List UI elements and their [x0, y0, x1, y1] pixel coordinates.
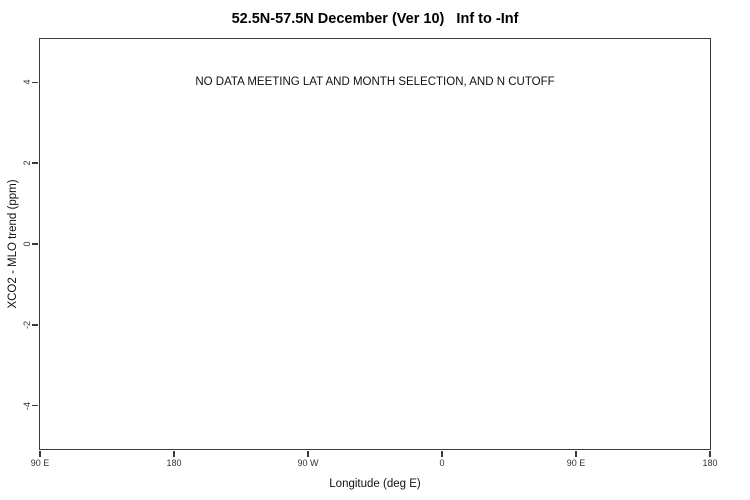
- no-data-message: NO DATA MEETING LAT AND MONTH SELECTION, AND N CUTOFF: [195, 76, 555, 89]
- x-axis-tick: [709, 451, 711, 457]
- x-axis-tick: [575, 451, 577, 457]
- plot-area: [22, 38, 718, 468]
- y-axis-tick-label: 2: [22, 160, 32, 166]
- y-axis-tick: [32, 405, 38, 407]
- chart-title: 52.5N-57.5N December (Ver 10) Inf to -Inf: [231, 11, 519, 27]
- x-axis-tick: [39, 451, 41, 457]
- x-axis-tick-label: 90 E: [566, 458, 586, 468]
- x-axis-tick-label: 90 W: [297, 458, 319, 468]
- x-axis-tick-label: 180: [702, 458, 718, 468]
- x-axis-tick-label: 180: [166, 458, 182, 468]
- x-axis-tick: [307, 451, 309, 457]
- y-axis-label: XCO2 - MLO trend (ppm): [7, 179, 19, 309]
- x-axis-label: Longitude (deg E): [329, 478, 421, 490]
- y-axis-tick-label: -4: [22, 401, 32, 410]
- y-axis-tick: [32, 162, 38, 164]
- x-axis-tick: [173, 451, 175, 457]
- y-axis-tick-label: 0: [22, 241, 32, 247]
- y-axis-tick: [32, 324, 38, 326]
- y-axis-tick: [32, 82, 38, 84]
- x-axis-tick-label: 90 E: [30, 458, 50, 468]
- y-axis-tick-label: -2: [22, 320, 32, 329]
- x-axis-tick: [441, 451, 443, 457]
- y-axis-tick-label: 4: [22, 79, 32, 85]
- x-axis-tick-label: 0: [439, 458, 445, 468]
- y-axis-tick: [32, 243, 38, 245]
